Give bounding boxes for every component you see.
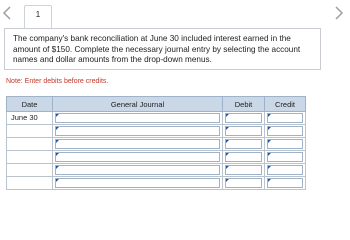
account-cell <box>53 125 223 138</box>
credit-cell <box>265 125 306 138</box>
credit-input[interactable] <box>267 139 303 149</box>
header-debit: Debit <box>223 97 265 112</box>
date-text <box>9 152 11 161</box>
date-cell <box>7 138 53 151</box>
debit-input[interactable] <box>225 178 262 188</box>
date-cell <box>7 112 53 125</box>
table-row <box>7 164 306 177</box>
date-cell <box>7 177 53 190</box>
credit-cell <box>265 177 306 190</box>
account-cell <box>53 164 223 177</box>
debit-input[interactable] <box>225 113 262 123</box>
question-number-tab[interactable]: 1 <box>24 5 52 31</box>
table-header-row <box>7 97 306 112</box>
date-cell <box>7 125 53 138</box>
chevron-right-icon[interactable] <box>334 6 348 20</box>
debit-input[interactable] <box>225 152 262 162</box>
date-text <box>9 126 11 135</box>
header-date: Date <box>7 97 53 112</box>
debit-cell <box>223 177 265 190</box>
account-dropdown[interactable] <box>55 126 220 136</box>
journal-entry-table <box>6 96 306 190</box>
debit-input[interactable] <box>225 165 262 175</box>
credit-input[interactable] <box>267 126 303 136</box>
debit-cell <box>223 112 265 125</box>
date-cell <box>7 164 53 177</box>
date-cell <box>7 151 53 164</box>
question-text: The company's bank reconciliation at June 30 included interest earned in the amount of $150. Complete the necessary journal entry by selecting the account names and dollar amounts from the drop-down menus. <box>4 28 321 70</box>
debit-cell <box>223 138 265 151</box>
credit-input[interactable] <box>267 113 303 123</box>
debit-cell <box>223 164 265 177</box>
debit-input[interactable] <box>225 126 262 136</box>
account-cell <box>53 177 223 190</box>
note-text: Note: Enter debits before credits. <box>6 78 109 85</box>
account-dropdown[interactable] <box>55 165 220 175</box>
table-row <box>7 151 306 164</box>
account-dropdown[interactable] <box>55 113 220 123</box>
debit-cell <box>223 125 265 138</box>
credit-input[interactable] <box>267 152 303 162</box>
account-dropdown[interactable] <box>55 178 220 188</box>
account-cell <box>53 138 223 151</box>
table-row <box>7 112 306 125</box>
debit-input[interactable] <box>225 139 262 149</box>
table-row <box>7 138 306 151</box>
date-text <box>9 139 11 148</box>
account-cell <box>53 112 223 125</box>
credit-input[interactable] <box>267 165 303 175</box>
debit-cell <box>223 151 265 164</box>
credit-cell <box>265 138 306 151</box>
date-text <box>9 165 11 174</box>
account-dropdown[interactable] <box>55 139 220 149</box>
table-row <box>7 125 306 138</box>
header-general-journal: General Journal <box>53 97 223 112</box>
credit-cell <box>265 164 306 177</box>
date-text <box>9 178 11 187</box>
table-row <box>7 177 306 190</box>
chevron-left-icon[interactable] <box>2 6 16 20</box>
credit-cell <box>265 112 306 125</box>
account-dropdown[interactable] <box>55 152 220 162</box>
date-text: June 30 <box>11 113 38 122</box>
account-cell <box>53 151 223 164</box>
credit-cell <box>265 151 306 164</box>
credit-input[interactable] <box>267 178 303 188</box>
header-credit: Credit <box>265 97 306 112</box>
